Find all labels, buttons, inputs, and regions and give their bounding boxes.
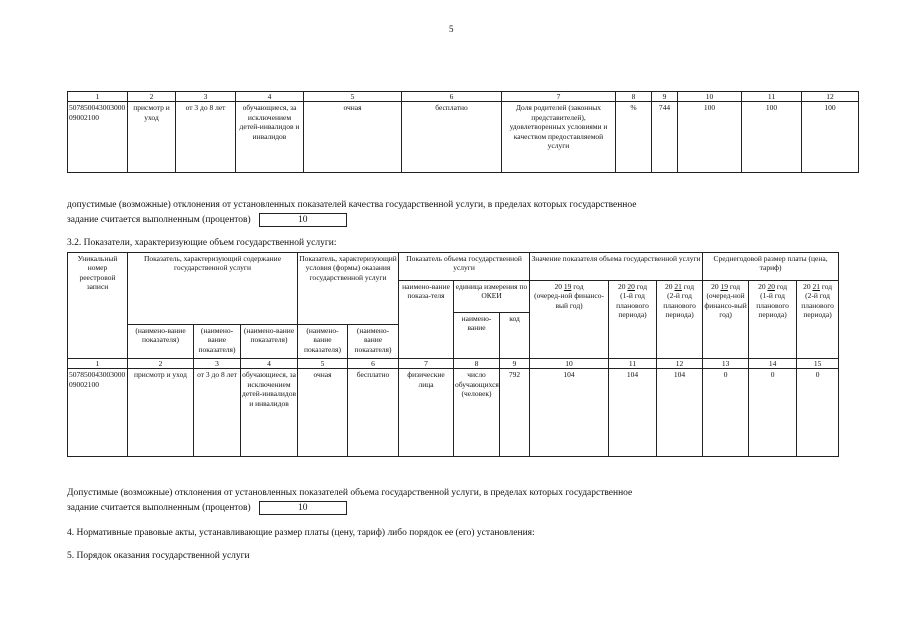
column-number: 8 xyxy=(454,359,500,369)
column-number-row xyxy=(68,359,839,369)
deviation-quality-line1: допустимые (возможные) отклонения от установленных показателей качества государственной услуги, в пределах которых государственное xyxy=(67,200,637,210)
table-row xyxy=(68,369,839,457)
deviation-quality-value: 10 xyxy=(259,213,347,227)
table-cell: 744 xyxy=(652,102,678,173)
column-number: 3 xyxy=(194,359,241,369)
section-4-title: 4. Нормативные правовые акты, устанавливающие размер платы (цену, тариф) либо порядок ее (его) установления: xyxy=(67,528,535,538)
header-unit-name: наимено-вание xyxy=(454,313,500,359)
column-number: 1 xyxy=(68,359,128,369)
header-cell: 12 xyxy=(802,92,859,102)
header-conditions-indicator: Показатель, характеризующий условия (формы) оказания государственной услуги xyxy=(298,253,399,325)
subheader-indicator-name: (наимено-вание показателя) xyxy=(348,325,399,359)
header-content-indicator: Показатель, характеризующий содержание государственной услуги xyxy=(128,253,298,325)
subheader-indicator-name: (наимено-вание показателя) xyxy=(194,325,241,359)
header-cell: 8 xyxy=(616,92,652,102)
table-cell: число обучающихся (человек) xyxy=(454,369,500,457)
table-cell: 100 xyxy=(802,102,859,173)
column-number: 9 xyxy=(500,359,530,369)
column-number: 13 xyxy=(703,359,749,369)
column-number: 2 xyxy=(128,359,194,369)
deviation-quality-line2 xyxy=(67,213,347,227)
table-cell: 50785004300300009002100 xyxy=(68,102,128,173)
header-cell: 6 xyxy=(402,92,502,102)
table-cell: Доля родителей (законных представителей), удовлетворенных условиями и качеством предоставляемой услуги xyxy=(502,102,616,173)
subheader-indicator-name: (наимено-вание показателя) xyxy=(241,325,298,359)
header-unit: единица измерения по ОКЕИ xyxy=(454,281,530,313)
table-cell: обучающиеся, за исключением детей-инвалидов и инвалидов xyxy=(236,102,304,173)
header-fee-year-3: 20 21 год (2-й год планового периода) xyxy=(797,281,839,359)
table-cell: очная xyxy=(304,102,402,173)
table-cell: от 3 до 8 лет xyxy=(194,369,241,457)
quality-indicators-table xyxy=(67,91,859,173)
table-cell: бесплатно xyxy=(348,369,399,457)
column-number: 5 xyxy=(298,359,348,369)
deviation-quality-label: задание считается выполненным (процентов) xyxy=(67,215,251,226)
header-year-1: 20 19 год (очеред-ной финансо-вый год) xyxy=(530,281,609,359)
header-indicator-name: наимено-вание показа-теля xyxy=(399,281,454,359)
deviation-volume-value: 10 xyxy=(259,501,347,515)
column-number: 14 xyxy=(749,359,797,369)
header-cell: 10 xyxy=(678,92,742,102)
header-volume-value: Значение показателя объема государственной услуги xyxy=(530,253,703,281)
column-number: 15 xyxy=(797,359,839,369)
column-number: 10 xyxy=(530,359,609,369)
table-cell: физические лица xyxy=(399,369,454,457)
header-cell: 2 xyxy=(128,92,176,102)
table-cell: 104 xyxy=(657,369,703,457)
header-cell: 11 xyxy=(742,92,802,102)
volume-indicators-table xyxy=(67,252,839,457)
table-cell: 104 xyxy=(609,369,657,457)
table-cell: 100 xyxy=(742,102,802,173)
column-number: 4 xyxy=(241,359,298,369)
table-cell: 104 xyxy=(530,369,609,457)
header-cell: 4 xyxy=(236,92,304,102)
column-number: 7 xyxy=(399,359,454,369)
header-cell: 7 xyxy=(502,92,616,102)
table-cell: очная xyxy=(298,369,348,457)
section-5-title: 5. Порядок оказания государственной услуги xyxy=(67,551,250,561)
header-cell: 5 xyxy=(304,92,402,102)
section-3-2-title: 3.2. Показатели, характеризующие объем государственной услуги: xyxy=(67,238,337,248)
header-cell: 9 xyxy=(652,92,678,102)
table-cell: 0 xyxy=(703,369,749,457)
header-volume-indicator: Показатель объема государственной услуги xyxy=(399,253,530,281)
header-cell: 3 xyxy=(176,92,236,102)
column-number: 11 xyxy=(609,359,657,369)
column-number: 12 xyxy=(657,359,703,369)
table-cell: % xyxy=(616,102,652,173)
table-header-row xyxy=(68,92,859,102)
header-year-3: 20 21 год (2-й год планового периода) xyxy=(657,281,703,359)
page-number: 5 xyxy=(449,24,454,34)
table-cell: присмотр и уход xyxy=(128,102,176,173)
subheader-indicator-name: (наимено-вание показателя) xyxy=(298,325,348,359)
deviation-volume-line2 xyxy=(67,501,347,515)
table-cell: 0 xyxy=(749,369,797,457)
header-unit-code: код xyxy=(500,313,530,359)
table-cell: 792 xyxy=(500,369,530,457)
table-cell: от 3 до 8 лет xyxy=(176,102,236,173)
header-year-2: 20 20 год (1-й год планового периода) xyxy=(609,281,657,359)
header-cell: 1 xyxy=(68,92,128,102)
table-cell: 50785004300300009002100 xyxy=(68,369,128,457)
table-cell: присмотр и уход xyxy=(128,369,194,457)
header-unique-number: Уникальный номер реестровой записи xyxy=(68,253,128,359)
deviation-volume-label: задание считается выполненным (процентов) xyxy=(67,503,251,514)
table-row xyxy=(68,102,859,173)
table-cell: обучающиеся, за исключением детей-инвалидов и инвалидов xyxy=(241,369,298,457)
header-fee: Среднегодовой размер платы (цена, тариф) xyxy=(703,253,839,281)
header-fee-year-1: 20 19 год (очеред-ной финансо-вый год) xyxy=(703,281,749,359)
deviation-volume-line1: Допустимые (возможные) отклонения от установленных показателей объема государственной услуги, в пределах которых государственное xyxy=(67,488,633,498)
table-cell: 0 xyxy=(797,369,839,457)
header-fee-year-2: 20 20 год (1-й год планового периода) xyxy=(749,281,797,359)
column-number: 6 xyxy=(348,359,399,369)
subheader-indicator-name: (наимено-вание показателя) xyxy=(128,325,194,359)
table-cell: 100 xyxy=(678,102,742,173)
table-cell: бесплатно xyxy=(402,102,502,173)
